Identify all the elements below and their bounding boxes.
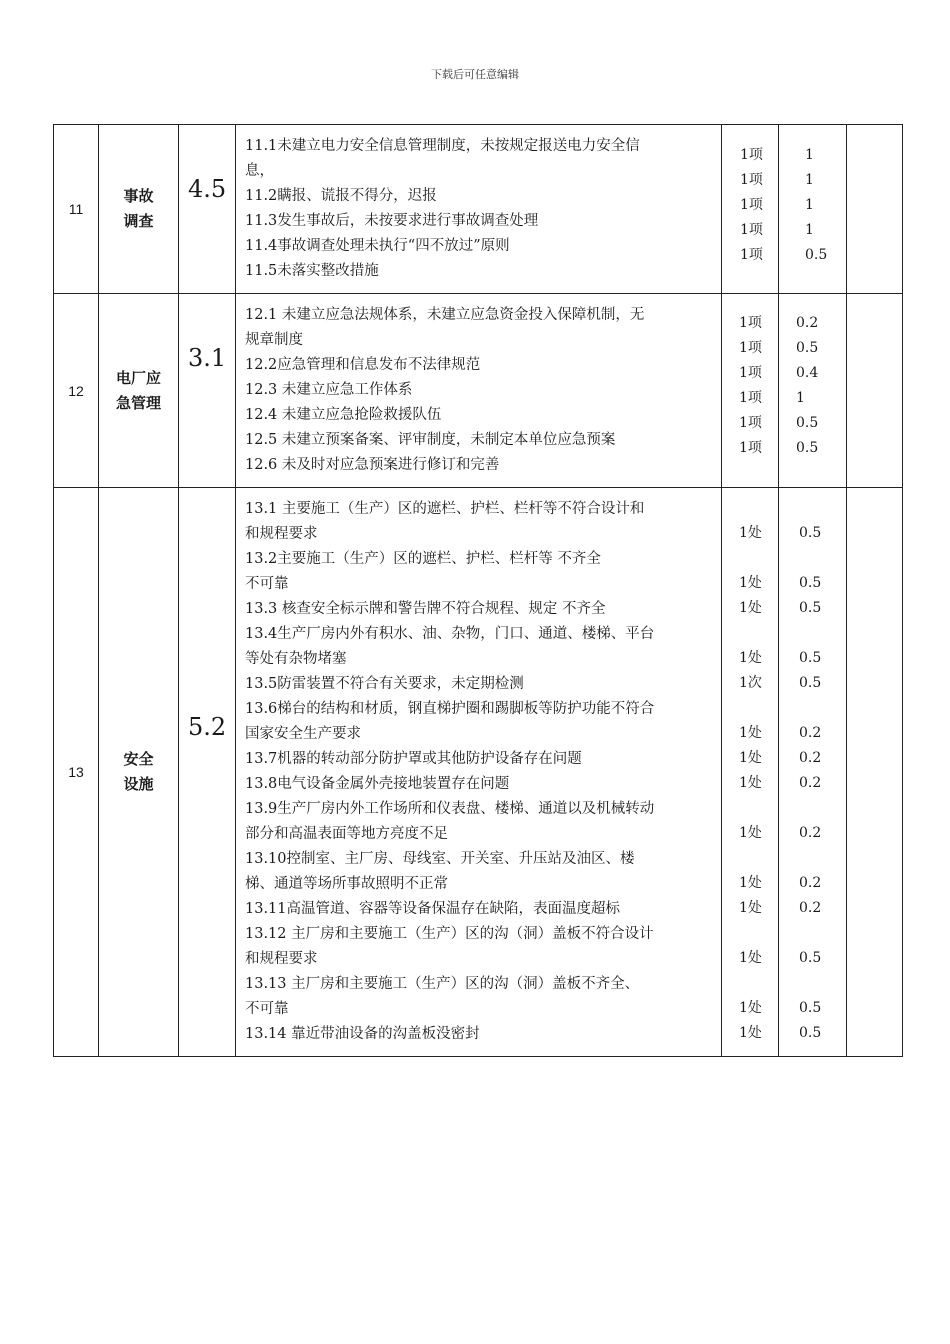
deduction-value	[799, 621, 846, 646]
item-line: 11.4事故调查处理未执行“四不放过”原则	[245, 238, 510, 254]
deduction-value: 0.5	[796, 415, 819, 431]
quantity-cell	[722, 125, 779, 294]
item-line: 13.9生产厂房内外工作场所和仪表盘、楼梯、通道以及机械转动	[245, 801, 655, 817]
item-line: 13.3 核查安全标示牌和警告牌不符合规程、规定 不齐全	[245, 601, 606, 617]
deduction-value: 0.5	[805, 247, 828, 263]
item-line: 国家安全生产要求	[245, 726, 361, 742]
item-line: 11.2瞒报、谎报不得分，迟报	[245, 188, 437, 204]
item-line: 12.2应急管理和信息发布不法律规范	[245, 357, 481, 373]
quantity-value: 1项	[740, 172, 763, 188]
quantity-value: 1处	[739, 725, 762, 741]
deduction-value: 0.5	[799, 675, 822, 691]
deduction-value	[799, 496, 846, 521]
item-line: 13.4生产厂房内外有积水、油、杂物，门口、通道、楼梯、平台	[245, 626, 655, 642]
quantity-value: 1项	[739, 315, 762, 331]
table-row	[54, 125, 903, 294]
deduction-value: 0.5	[799, 1000, 822, 1016]
item-line: 13.13 主厂房和主要施工（生产）区的沟（洞）盖板不齐全、	[245, 976, 640, 992]
item-line: 和规程要求	[245, 526, 318, 542]
category-line: 安全	[123, 750, 154, 768]
deduction-value: 0.2	[799, 900, 822, 916]
item-line: 12.5 未建立预案备案、评审制度，未制定本单位应急预案	[245, 432, 616, 448]
deduction-value: 0.2	[799, 825, 822, 841]
item-line: 13.6梯台的结构和材质，钢直梯护圈和踢脚板等防护功能不符合	[245, 701, 655, 717]
row-number: 13	[54, 488, 99, 1057]
items-cell	[236, 125, 722, 294]
remarks-cell	[847, 125, 903, 294]
item-line: 12.4 未建立应急抢险救援队伍	[245, 407, 442, 423]
deduction-value	[799, 696, 846, 721]
deduction-value: 1	[805, 147, 814, 163]
deduction-value: 0.5	[799, 525, 822, 541]
quantity-value: 1次	[739, 675, 762, 691]
category-line: 急管理	[115, 393, 161, 412]
deduction-cell	[779, 294, 847, 488]
quantity-value: 1处	[739, 775, 762, 791]
quantity-value: 1项	[739, 390, 762, 406]
quantity-value: 1处	[739, 525, 762, 541]
item-line: 不可靠	[245, 576, 289, 592]
score-cell: 5.2	[179, 488, 236, 1057]
deduction-value: 0.5	[796, 440, 819, 456]
scoring-table	[53, 124, 903, 1057]
quantity-value: 1项	[739, 365, 762, 381]
item-line: 13.5防雷装置不符合有关要求，未定期检测	[245, 676, 524, 692]
deduction-value: 0.5	[799, 1025, 822, 1041]
category-line: 事故	[123, 187, 154, 205]
deduction-value	[799, 846, 846, 871]
deduction-value: 0.2	[796, 315, 819, 331]
category-cell	[99, 488, 179, 1057]
deduction-cell	[779, 488, 847, 1057]
deduction-value: 0.5	[796, 340, 819, 356]
quantity-value	[739, 546, 778, 571]
table-row	[54, 488, 903, 1057]
quantity-cell	[722, 488, 779, 1057]
deduction-value: 0.5	[799, 650, 822, 666]
item-line: 部分和高温表面等地方亮度不足	[245, 826, 448, 842]
item-line: 11.5未落实整改措施	[245, 263, 379, 279]
quantity-value	[739, 796, 778, 821]
quantity-value	[739, 696, 778, 721]
deduction-value: 0.5	[799, 950, 822, 966]
category-line: 设施	[123, 775, 154, 793]
item-line: 梯、通道等场所事故照明不正常	[245, 876, 448, 892]
quantity-value: 1处	[739, 875, 762, 891]
deduction-value: 0.2	[799, 725, 822, 741]
item-line: 13.2主要施工（生产）区的遮栏、护栏、栏杆等 不齐全	[245, 551, 601, 567]
deduction-value: 0.5	[799, 575, 822, 591]
quantity-value: 1项	[740, 222, 763, 238]
row-number: 12	[54, 294, 99, 488]
item-line: 等处有杂物堵塞	[245, 651, 347, 667]
deduction-value	[799, 971, 846, 996]
quantity-value: 1处	[739, 1000, 762, 1016]
item-line: 和规程要求	[245, 951, 318, 967]
item-line: 12.3 未建立应急工作体系	[245, 382, 413, 398]
deduction-value: 1	[805, 222, 814, 238]
item-line: 息，	[245, 163, 274, 179]
deduction-value: 1	[796, 390, 805, 406]
deduction-value: 1	[805, 197, 814, 213]
item-line: 规章制度	[245, 332, 303, 348]
item-line: 11.1未建立电力安全信息管理制度，未按规定报送电力安全信	[245, 138, 640, 154]
deduction-value	[799, 796, 846, 821]
category-cell	[99, 294, 179, 488]
quantity-value: 1处	[739, 900, 762, 916]
quantity-value: 1处	[739, 575, 762, 591]
items-cell	[236, 488, 722, 1057]
item-line: 12.6 未及时对应急预案进行修订和完善	[245, 457, 500, 473]
score-cell: 4.5	[179, 125, 236, 294]
quantity-value: 1处	[739, 950, 762, 966]
deduction-value: 0.2	[799, 775, 822, 791]
item-line: 13.11高温管道、容器等设备保温存在缺陷，表面温度超标	[245, 901, 621, 917]
quantity-value: 1项	[740, 197, 763, 213]
quantity-value: 1处	[739, 600, 762, 616]
item-line: 13.7机器的转动部分防护罩或其他防护设备存在问题	[245, 751, 582, 767]
quantity-value	[739, 621, 778, 646]
quantity-value	[739, 971, 778, 996]
deduction-cell	[779, 125, 847, 294]
deduction-value: 0.4	[796, 365, 819, 381]
quantity-value: 1处	[739, 1025, 762, 1041]
quantity-value: 1项	[739, 440, 762, 456]
item-line: 不可靠	[245, 1001, 289, 1017]
quantity-value: 1处	[739, 825, 762, 841]
deduction-value: 0.5	[799, 600, 822, 616]
quantity-cell	[722, 294, 779, 488]
item-line: 11.3发生事故后，未按要求进行事故调查处理	[245, 213, 539, 229]
deduction-value: 0.2	[799, 875, 822, 891]
quantity-value: 1项	[740, 147, 763, 163]
quantity-value: 1项	[739, 340, 762, 356]
remarks-cell	[847, 488, 903, 1057]
deduction-value: 0.2	[799, 750, 822, 766]
deduction-value	[799, 921, 846, 946]
quantity-value: 1处	[739, 750, 762, 766]
quantity-value	[739, 921, 778, 946]
items-cell	[236, 294, 722, 488]
quantity-value: 1项	[739, 415, 762, 431]
quantity-value: 1项	[740, 247, 763, 263]
row-number: 11	[54, 125, 99, 294]
item-line: 13.14 靠近带油设备的沟盖板没密封	[245, 1026, 480, 1042]
category-line: 电厂应	[115, 368, 161, 387]
item-line: 13.8电气设备金属外壳接地装置存在问题	[245, 776, 510, 792]
quantity-value	[739, 846, 778, 871]
remarks-cell	[847, 294, 903, 488]
page-header: 下载后可任意编辑	[431, 68, 519, 81]
item-line: 12.1 未建立应急法规体系，未建立应急资金投入保障机制，无	[245, 307, 645, 323]
item-line: 13.10控制室、主厂房、母线室、开关室、升压站及油区、楼	[245, 851, 635, 867]
category-line: 调查	[123, 212, 154, 230]
table-row	[54, 294, 903, 488]
item-line: 13.12 主厂房和主要施工（生产）区的沟（洞）盖板不符合设计	[245, 926, 654, 942]
item-line: 13.1 主要施工（生产）区的遮栏、护栏、栏杆等不符合设计和	[245, 501, 645, 517]
deduction-value	[799, 546, 846, 571]
quantity-value: 1处	[739, 650, 762, 666]
quantity-value	[739, 496, 778, 521]
deduction-value: 1	[805, 172, 814, 188]
category-cell	[99, 125, 179, 294]
score-cell: 3.1	[179, 294, 236, 488]
